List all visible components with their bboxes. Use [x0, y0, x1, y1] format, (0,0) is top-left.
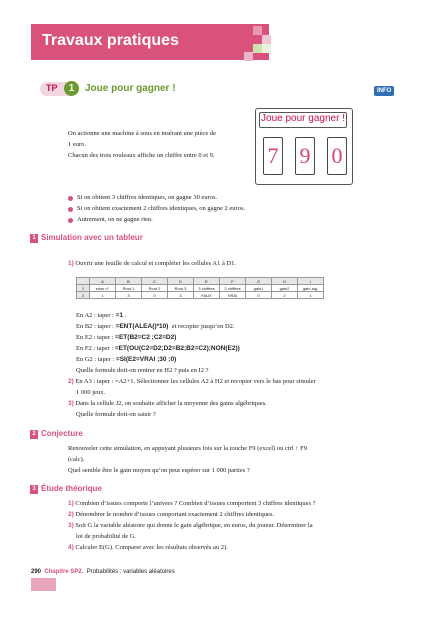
footer-decor	[31, 578, 56, 591]
page-footer	[31, 569, 175, 575]
intro-text	[68, 128, 253, 161]
column-header: I	[298, 278, 324, 285]
question: 2) Dénombrer le nombre d’issues comportant exactement 2 chiffres identiques.	[68, 511, 275, 518]
question-continued: 1 000 jeux.	[76, 389, 106, 396]
cell: 3	[116, 292, 142, 299]
table-row	[77, 292, 324, 299]
cell: FAUX	[194, 292, 220, 299]
section-number: 3	[30, 485, 38, 494]
cell: Rout 3	[168, 285, 194, 292]
bullet-icon	[68, 218, 73, 223]
instruction-line: En A2 : taper : =1 .	[76, 312, 127, 319]
question: 2) En A3 : taper : =A2+1. Sélectionner les cellules A2 à H2 et recopier vers le bas pour simuler	[68, 378, 316, 385]
question: 3) Soit G la variable aléatoire qui donne le gain algébrique, en euros, du joueur. Déterminer la	[68, 522, 313, 529]
slot-machine-title: Joue pour gagner !	[261, 113, 345, 124]
question-continued: Quelle formule doit-on saisir ?	[76, 411, 156, 418]
chapter-subject: Probabilités : variables aléatoires	[86, 569, 175, 575]
reel-1: 7	[263, 137, 283, 175]
column-header: C	[142, 278, 168, 285]
table-row	[77, 285, 324, 292]
instruction-line: Quelle formule doit-on rentrer en H2 ? puis en I2 ?	[76, 367, 209, 374]
page-title: Travaux pratiques	[42, 32, 179, 49]
instructions	[76, 310, 240, 376]
text-line: Renouveler cette simulation, en appuyant plusieurs fois sur la touche F9 (excel) ou ctrl ↑ F9	[68, 445, 307, 452]
reel-3: 0	[327, 137, 347, 175]
intro-line: 1 euro.	[68, 141, 87, 148]
spreadsheet	[76, 277, 324, 299]
cell: simu n°	[90, 285, 116, 292]
cell: Rout 1	[116, 285, 142, 292]
tp-title: Joue pour gagner !	[85, 83, 176, 94]
cell: 3	[168, 292, 194, 299]
question: 1) Ouvrir une feuille de calcul et compléter les cellules A1 à D1.	[68, 260, 237, 267]
decor-square	[244, 52, 253, 61]
text-line: (calc).	[68, 456, 85, 463]
column-header: F	[220, 278, 246, 285]
cell: 3 chiffres	[194, 285, 220, 292]
column-header: E	[194, 278, 220, 285]
decor-square	[253, 44, 262, 53]
instruction-line: En G2 : taper : =SI(E2=VRAI ;30 ;0)	[76, 356, 177, 363]
instruction-line: En B2 : taper : =ENT(ALEA()*10) et recopier jusqu’en D2.	[76, 323, 235, 330]
cell: 0	[142, 292, 168, 299]
question: 3) Dans la cellule J2, on souhaite afficher la moyenne des gains algébriques.	[68, 400, 267, 407]
cell: 2	[272, 292, 298, 299]
column-header: A	[90, 278, 116, 285]
cell: gain1	[246, 285, 272, 292]
tp-label: TP	[46, 83, 58, 93]
section-number: 1	[30, 234, 38, 243]
row-number: 1	[77, 285, 90, 292]
intro-line: Chacun des trois rouleaux affiche un chiffre entre 0 et 9.	[68, 152, 215, 159]
column-header: G	[246, 278, 272, 285]
tp-number: 1	[64, 81, 79, 96]
column-header: D	[168, 278, 194, 285]
cell: 1	[298, 292, 324, 299]
bullet-icon	[68, 196, 73, 201]
corner-cell	[77, 278, 90, 285]
sheet-header-row	[77, 278, 324, 285]
cell: 0	[246, 292, 272, 299]
decor-square	[262, 44, 271, 53]
rule-item: Si on obtient exactement 2 chiffres identiques, on gagne 2 euros.	[77, 205, 246, 212]
cell: VRAI	[220, 292, 246, 299]
section-title: Simulation avec un tableur	[41, 233, 143, 242]
cell: 2 chiffres	[220, 285, 246, 292]
rule-item: Autrement, on ne gagne rien.	[77, 216, 153, 223]
column-header: B	[116, 278, 142, 285]
cell: gain alg.	[298, 285, 324, 292]
column-header: H	[272, 278, 298, 285]
instruction-line: En F2 : taper : =ET(OU(C2=D2;D2=B2;B2=C2);NON(E2))	[76, 345, 240, 352]
question: 4) Calculer E(G). Comparer avec les résultats observés au 2).	[68, 544, 228, 551]
decor-square	[253, 26, 262, 35]
section-title: Étude théorique	[41, 484, 102, 493]
bullet-icon	[68, 207, 73, 212]
section-number: 2	[30, 430, 38, 439]
cell: Rout 2	[142, 285, 168, 292]
cell: gain2	[272, 285, 298, 292]
info-badge: INFO	[374, 86, 394, 96]
rule-item: Si on obtient 3 chiffres identiques, on gagne 30 euros.	[77, 194, 218, 201]
cell: 1	[90, 292, 116, 299]
row-number: 2	[77, 292, 90, 299]
section-title: Conjecture	[41, 429, 83, 438]
page-number: 290	[31, 569, 42, 575]
instruction-line: En E2 : taper : =ET(B2=C2 ;C2=D2)	[76, 334, 177, 341]
text-line: Quel semble être le gain moyen qu’on peut espérer sur 1 000 parties ?	[68, 467, 250, 474]
chapter-label: Chapitre SP2.	[44, 569, 84, 575]
decor-square	[262, 35, 271, 44]
question: 1) Combien d’issues comporte l’univers ? Combien d’issues comportent 3 chiffres identiques ?	[68, 500, 316, 507]
question-continued: loi de probabilité de G.	[76, 533, 137, 540]
intro-line: On actionne une machine à sous en insérant une pièce de	[68, 130, 216, 137]
section-text	[68, 443, 408, 476]
reel-2: 9	[295, 137, 315, 175]
